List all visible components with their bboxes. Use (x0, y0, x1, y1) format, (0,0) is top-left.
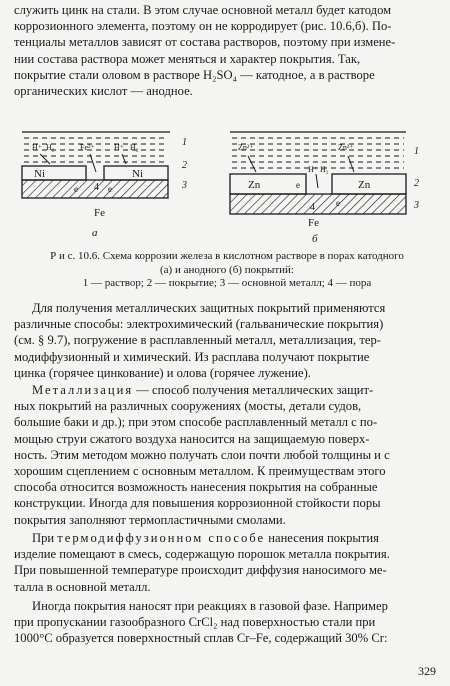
text-line: нии состава раствора может меняться и характер покрытия. Так, (14, 51, 361, 66)
metal-number: 3 (182, 180, 187, 191)
text-line: коррозионного элемента, поэтому он не корродирует (рис. 10.6,б). По- (14, 19, 392, 34)
base-metal (230, 194, 406, 214)
caption-line: 1 — раствор; 2 — покрытие; 3 — основной металл; 4 — пора (82, 277, 372, 290)
caption-line: Р и с. 10.6. Схема коррозии железа в кислотном растворе в порах катодного (50, 250, 404, 262)
figure-sublabel: а (92, 227, 98, 239)
text-line (14, 530, 440, 546)
metal-number: 3 (414, 200, 419, 211)
h-ion-label: H⁺ (308, 165, 318, 174)
paragraph-metallization (14, 382, 440, 528)
pore-number: 4 (310, 202, 315, 213)
solution-number: 1 (414, 146, 419, 157)
coating-label: Ni (34, 168, 45, 180)
coating-label: Zn (248, 179, 261, 191)
text-line: модиффузионный и химический. Из расплава получают покрытие (14, 349, 370, 364)
text-line: способа относится возможность нанесения покрытия на собранные (14, 480, 378, 495)
electron-label: e (74, 184, 78, 194)
page-number: 329 (418, 664, 436, 678)
text-line: изделие помещают в смесь, содержащую порошок металла покрытия. (14, 547, 390, 562)
text-line: талла в основной металл. (14, 579, 151, 594)
text-line: покрытия заполняют термопластичными смолами. (14, 512, 286, 527)
paragraph-thermodiffusion (14, 530, 440, 595)
text-line: 1000°C образуется поверхностный сплав Cr–Fe, содержащий 30% Cr: (14, 631, 388, 646)
figure-a-cathodic-coating (20, 128, 200, 246)
text-fragment: — способ получения металлических защит- (133, 383, 374, 397)
text-line: большие баки и др.); при этом способе расплавленный металл с по- (14, 415, 378, 430)
figure-b-anodic-coating (228, 128, 428, 246)
zn-ion-label: Zn²⁺ (238, 143, 254, 152)
text-line: различные способы: электрохимический (гальванические покрытия) (14, 317, 384, 332)
text-line: служить цинк на стали. В этом случае основной металл будет катодом (14, 3, 392, 17)
solution-layer (230, 132, 406, 168)
spaced-term: Металлизация (32, 383, 134, 397)
text-line: конструкции. Иногда для повышения коррозионной стойкости поры (14, 496, 381, 511)
coating-label: Ni (132, 168, 143, 180)
fe-ion-label: Fe²⁺ (80, 143, 95, 152)
coating-left (22, 166, 86, 180)
text-line: ность. Этим методом можно получать слои почти любой толщины и с (14, 447, 390, 462)
figure-sublabel: б (312, 233, 318, 245)
coating-number: 2 (414, 178, 419, 189)
electron-label: e (336, 198, 340, 208)
solution-number: 1 (182, 137, 187, 148)
zn-ion-label: Zn²⁺ (338, 143, 354, 152)
paragraph-gas-phase (14, 598, 440, 647)
text-line: тенциалы металлов зависят от состава растворов, поэтому при измене- (14, 35, 396, 50)
text-fragment: При (32, 531, 58, 545)
text-line: мощью струи сжатого воздуха наносится на защищаемую поверх- (14, 431, 370, 446)
pore-number: 4 (94, 182, 99, 193)
h2-label: H₂ (320, 165, 329, 174)
text-fragment: нанесения покрытия (265, 531, 379, 545)
text-line: цинка (горячее цинкование) и олова (горячее лужение). (14, 365, 311, 380)
text-line: Иногда покрытия наносят при реакциях в газовой фазе. Например (32, 599, 388, 613)
iron-label: Fe (94, 207, 105, 219)
text-line: Для получения металлических защитных покрытий применяются (32, 301, 386, 315)
text-line (14, 382, 440, 398)
figure-caption (14, 250, 440, 291)
h2-label: H₂ (130, 143, 139, 152)
spaced-term: термодиффузионном способе (57, 531, 266, 545)
text-line: (см. § 9.7), погружение в расплавленный металл, металлизация, тер- (14, 333, 381, 348)
iron-label: Fe (308, 217, 319, 229)
text-line: При повышенной температуре происходит диффузия наносимого ме- (14, 563, 387, 578)
text-line: ных покрытий на различных сооружениях (мосты, детали судов, (14, 399, 362, 414)
h2-label: H₂ (46, 143, 55, 152)
coating-label: Zn (358, 179, 371, 191)
text-line: органических кислот — анодное. (14, 84, 193, 99)
paragraph-methods (14, 300, 440, 381)
text-line: покрытие стали оловом в растворе H₂SO₄ — катодное, а в растворе (14, 67, 375, 82)
top-paragraph (14, 2, 440, 99)
coating-number: 2 (182, 160, 187, 171)
electron-label: e (296, 180, 300, 190)
electron-label: e (108, 184, 112, 194)
text-line: хорошим сцеплением с основным металлом. К преимуществам этого (14, 464, 386, 479)
coating-left (230, 174, 306, 194)
h-ion-label: H⁺ (114, 143, 124, 152)
h-ion-label: H⁺ (32, 143, 42, 152)
caption-line: (а) и анодного (б) покрытий: (160, 263, 294, 276)
text-line: при пропускании газообразного CrCl₂ над поверхностью стали при (14, 615, 376, 630)
